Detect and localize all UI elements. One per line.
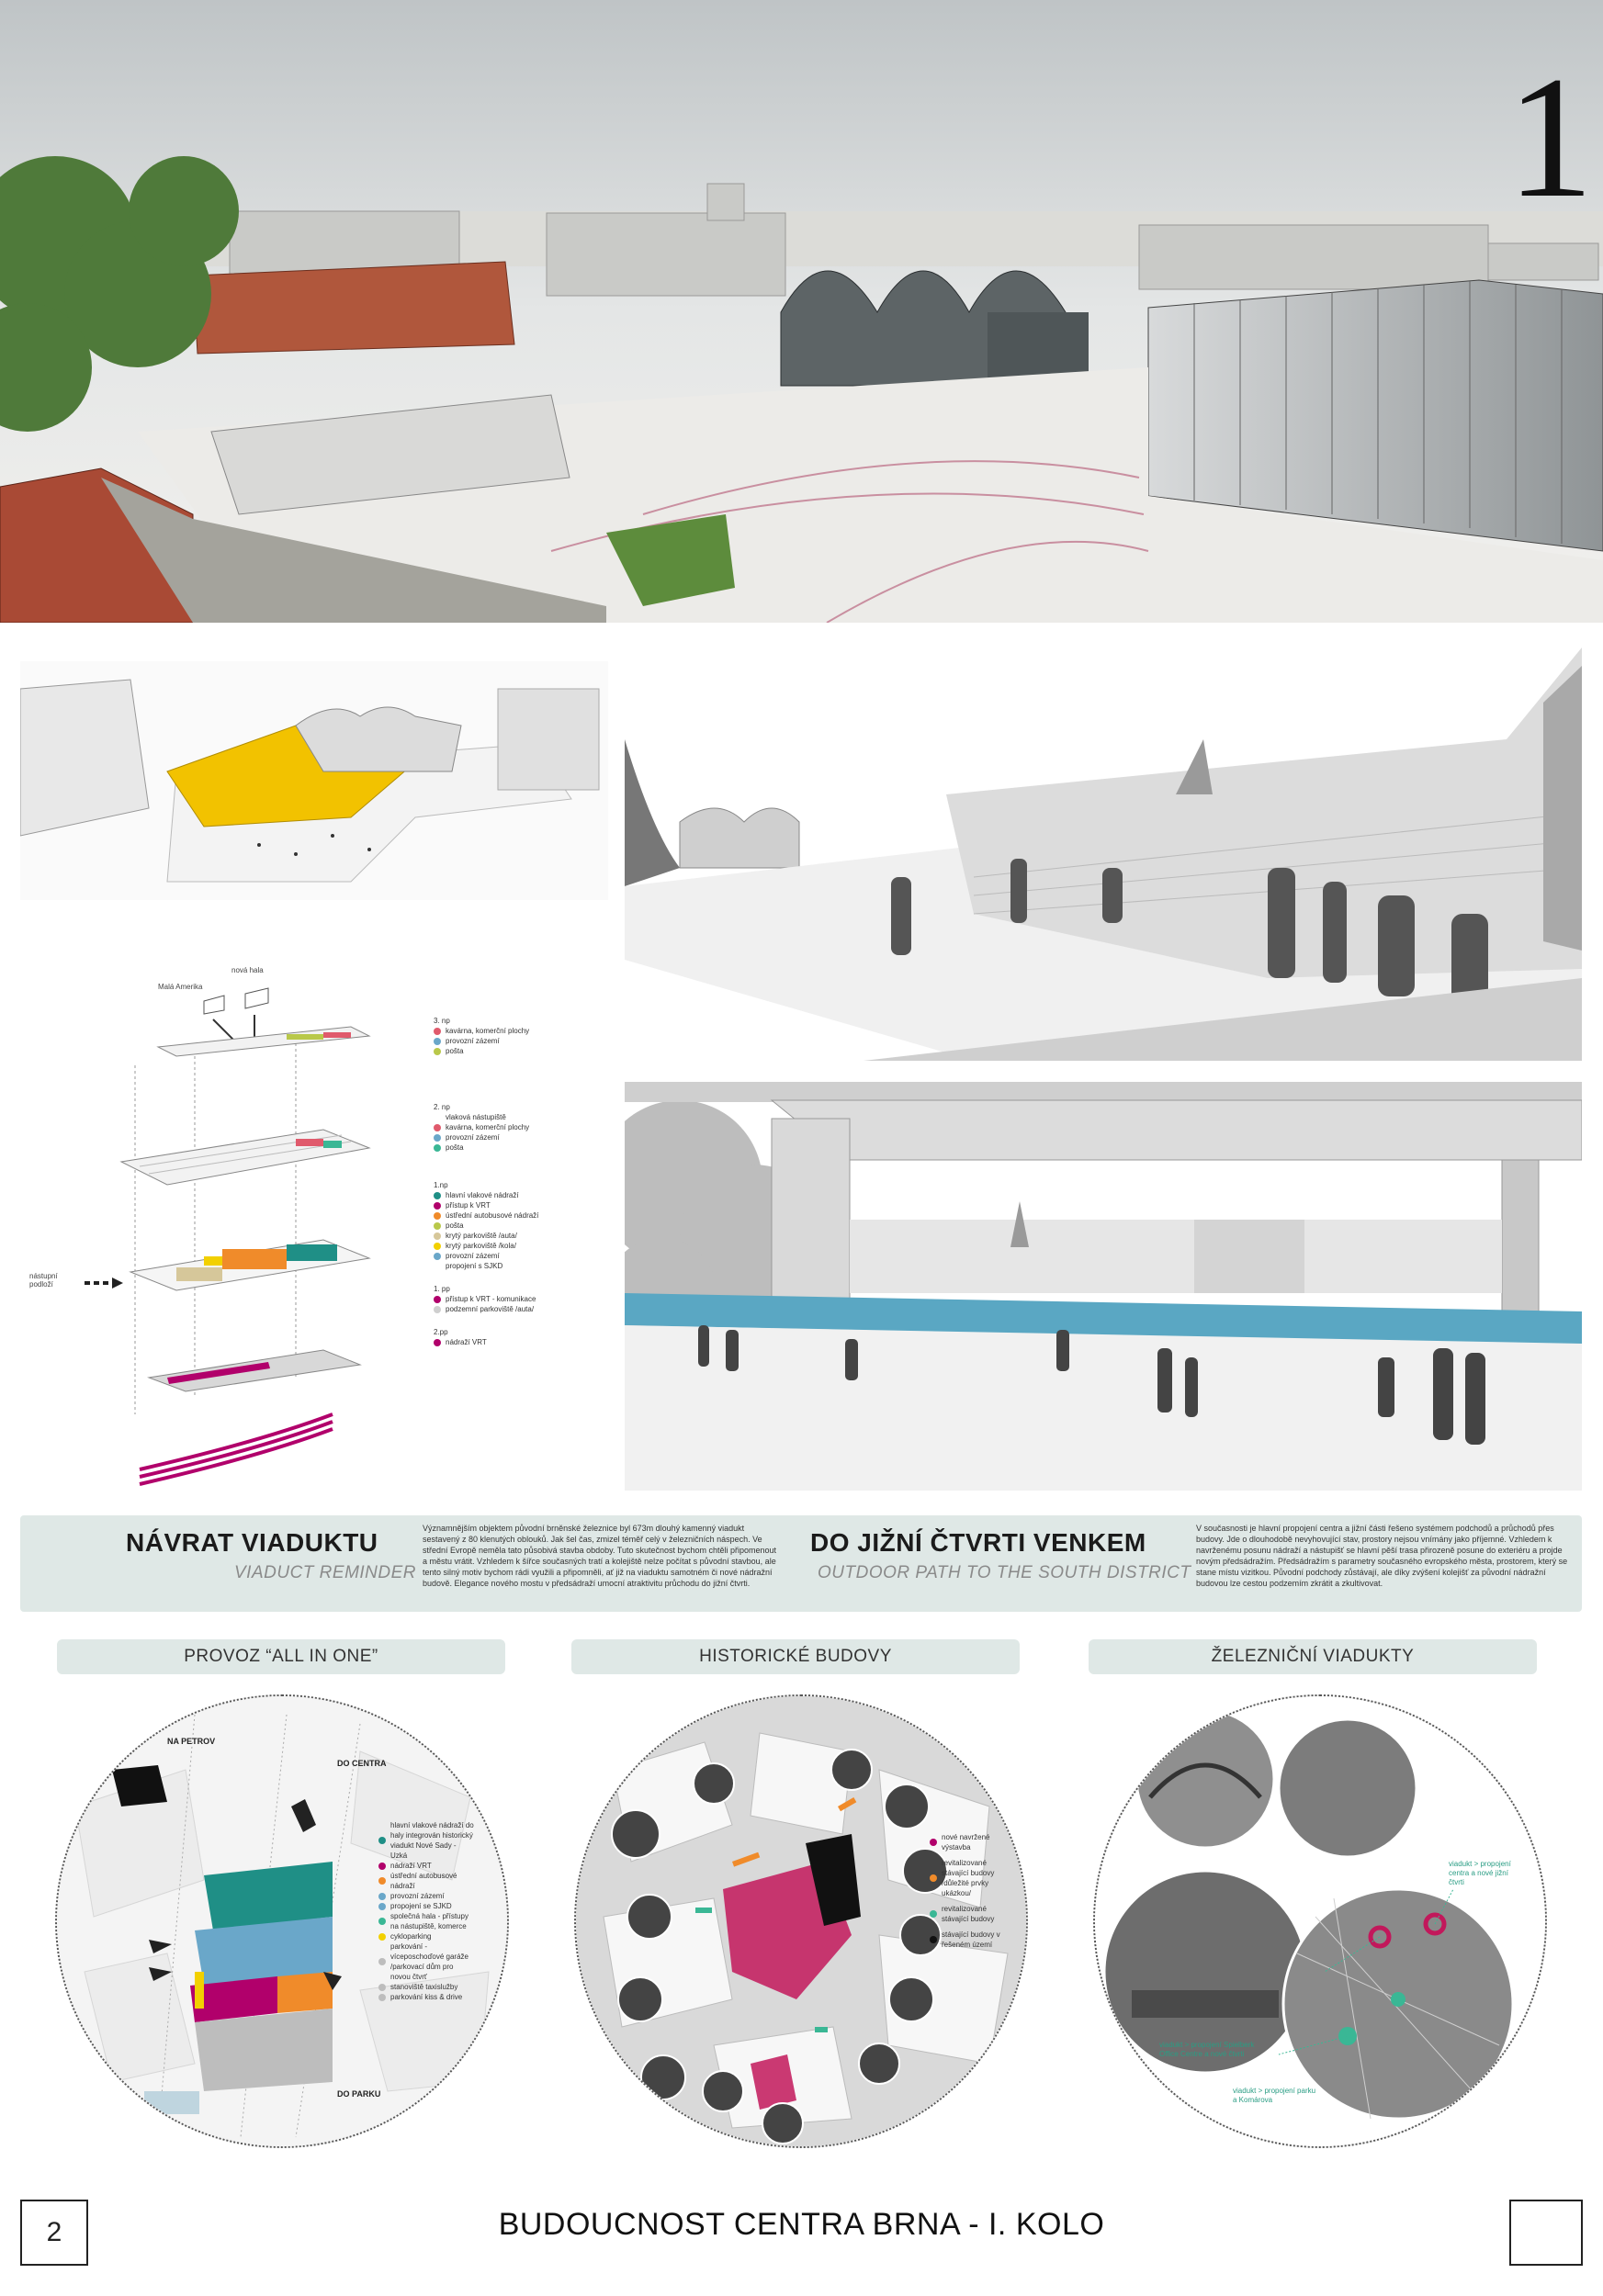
south-path-title: DO JIŽNÍ ČTVRTI VENKEM [810,1528,1146,1557]
legend-item [378,1871,475,1891]
legend-swatch [434,1048,441,1055]
legend-swatch [434,1134,441,1142]
map1-legend [378,1820,475,2002]
legend-item [434,1132,608,1142]
label-na-petrov: NA PETROV [167,1737,216,1746]
legend-level-title: 2.pp [434,1328,448,1336]
water-plaza-perspective [625,1082,1582,1491]
legend-item [434,1251,608,1261]
legend-label: stanoviště taxislužby [390,1983,458,1991]
legend-item [434,1294,608,1304]
south-path-paragraph: V současnosti je hlavní propojení centra a jižní části řešeno systémem podchodů a průchodů přes budovy. Jde o dlouhodobě nevyhovující stav, prostory nejsou vnímány jako příjemné. Vzhledem k navrženému posunu nádraží a nástupišť se hlavní pěší trasa přirozeně posune do exteriéru a projde novým předsádražím. Předsádražím s parametry současného evropského města, prostorem, který se stane místu vizitkou. Původní podchody zůstávají, ale díky zvýšení kolejišť za původní nádražní budovou lze cestou podzemím zkrátit a zkultivovat. [1196,1524,1568,1588]
legend-label: ústřední autobusové nádraží [390,1872,457,1890]
legend-item [378,1992,475,2002]
legend-item [930,1930,1012,1950]
legend-level-2pp [434,1327,608,1347]
pill-provoz: PROVOZ “ALL IN ONE” [57,1639,505,1674]
legend-swatch [930,1936,937,1943]
legend-item [434,1210,608,1221]
legend-swatch [434,1243,441,1250]
legend-level-1pp [434,1284,608,1314]
legend-item [378,1931,475,1941]
legend-item [434,1261,608,1271]
legend-label: vlaková nástupiště [446,1113,506,1121]
legend-swatch [434,1038,441,1045]
legend-item [434,1112,608,1122]
legend-label: revitalizované stávající budovy [942,1905,995,1923]
legend-swatch [930,1910,937,1918]
legend-swatch [378,1918,386,1925]
stair-plaza-perspective [625,647,1582,1061]
legend-swatch [434,1306,441,1313]
legend-item [378,1861,475,1871]
legend-label: ústřední autobusové nádraží [446,1211,539,1220]
legend-label: kavárna, komerční plochy [446,1123,530,1131]
viaduct-paragraph: Významnějším objektem původní brněnské železnice byl 673m dlouhý kamenný viadukt sestavený z 80 klenutých oblouků. Jak šel čas, zmizel téměř celý v železničních náspech. Ve střední Evropě neměla tato působivá stavba obdoby. Tuto skutečnost bychom chtěli připomenout a městu vrátit. Vzhledem k šířce současných tratí a kolejiště nelze počítat s původní stavbou, ale tento silný motiv bychom rádi využili a připomněli, ať již na viaduktu samotném či nové nádražní budově. Elegance nového mostu v předsádraží umocní atraktivitu průchodu do jižní čtvrti. [423,1524,777,1588]
legend-label: nádraží VRT [390,1862,432,1870]
legend-swatch [434,1253,441,1260]
legend-level-1np [434,1180,608,1271]
viaduct-label-center: viadukt > propojení centra a nové jižní čtvrti [1449,1860,1511,1886]
legend-swatch [434,1114,441,1121]
legend-swatch [434,1192,441,1199]
legend-item [434,1241,608,1251]
legend-label: přístup k VRT [446,1201,491,1210]
legend-item [378,1941,475,1982]
legend-item [434,1036,608,1046]
legend-item [930,1904,1012,1924]
legend-level-title: 1. pp [434,1285,450,1293]
legend-item [378,1891,475,1901]
legend-swatch [930,1839,937,1846]
legend-swatch [434,1144,441,1152]
legend-label: parkování - víceposchoďové garáže /parkovací dům pro novou čtvrť [390,1942,468,1981]
legend-label: nové navržené výstavba [942,1833,990,1851]
legend-swatch [434,1263,441,1270]
legend-swatch [378,1984,386,1991]
legend-label: cykloparking [390,1932,432,1941]
map2-legend [930,1832,1012,1950]
legend-label: společná hala - přístupy na nástupiště, komerce [390,1912,468,1930]
map-provoz-circle [55,1694,509,2148]
legend-swatch [434,1222,441,1230]
legend-level-3np [434,1016,608,1056]
viaduct-label-spielberk: viadukt > propojení Spielberk Office Centre a nové čtvrti [1159,2041,1255,2058]
legend-label: krytý parkoviště /auta/ [446,1232,517,1240]
legend-swatch [378,1893,386,1900]
pill-zeleznicni-viadukty: ŽELEZNIČNÍ VIADUKTY [1089,1639,1537,1674]
legend-label: propojení s SJKD [446,1262,503,1270]
legend-label: pošta [446,1047,464,1055]
legend-item [434,1026,608,1036]
description-band [20,1515,1582,1612]
legend-item [434,1231,608,1241]
label-entrance-underpass: nástupní podloží [29,1272,58,1289]
viaduct-label-park: viadukt > propojení parku a Komárova [1233,2087,1316,2104]
legend-label: kavárna, komerční plochy [446,1027,530,1035]
legend-swatch [378,1877,386,1885]
hero-perspective-rendering [0,0,1603,623]
legend-swatch [434,1212,441,1220]
legend-item [378,1911,475,1931]
legend-item [434,1337,608,1347]
legend-swatch [378,1863,386,1870]
map-railway-viaducts-circle [1093,1694,1547,2148]
legend-swatch [378,1933,386,1941]
legend-item [930,1832,1012,1852]
legend-item [434,1122,608,1132]
pill-historicke-budovy: HISTORICKÉ BUDOVY [571,1639,1020,1674]
station-axonometric-view [20,661,608,900]
legend-swatch [434,1028,441,1035]
blank-code-box [1509,2200,1583,2266]
legend-label: propojení se SJKD [390,1902,452,1910]
legend-item [434,1304,608,1314]
sheet-number: 1 [1507,41,1594,234]
legend-label: parkování kiss & drive [390,1993,463,2001]
legend-label: provozní zázemí [446,1037,500,1045]
label-do-parku: DO PARKU [337,2089,381,2099]
legend-level-title: 3. np [434,1017,450,1025]
legend-label: nádraží VRT [446,1338,487,1346]
legend-label: provozní zázemí [446,1252,500,1260]
label-mala-amerika: Malá Amerika [158,983,203,991]
legend-item [378,1982,475,1992]
legend-swatch [378,1958,386,1965]
legend-label: hlavní vlakové nádraží do haly integrován historický viadukt Nové Sady - Uzká [390,1821,474,1860]
legend-item [434,1200,608,1210]
legend-level-title: 1.np [434,1181,448,1189]
legend-item [434,1221,608,1231]
legend-swatch [378,1994,386,2001]
legend-swatch [434,1232,441,1240]
legend-item [930,1858,1012,1898]
legend-level-2np [434,1102,608,1153]
legend-label: stávající budovy v řešeném území [942,1930,1000,1949]
legend-item [378,1901,475,1911]
legend-item [434,1190,608,1200]
exploded-legend [434,1010,608,1347]
legend-label: krytý parkoviště /kola/ [446,1242,516,1250]
legend-label: revitalizované stávající budovy /důležité prvky ukázkou/ [942,1859,995,1897]
legend-label: hlavní vlakové nádraží [446,1191,519,1199]
map-historic-buildings-circle [574,1694,1028,2148]
footer-title: BUDOUCNOST CENTRA BRNA - I. KOLO [498,2207,1105,2242]
south-path-subtitle: OUTDOOR PATH TO THE SOUTH DISTRICT [818,1563,1191,1582]
label-do-centra: DO CENTRA [337,1759,387,1768]
legend-item [378,1820,475,1861]
viaduct-title: NÁVRAT VIADUKTU [126,1528,378,1557]
legend-swatch [378,1903,386,1910]
legend-swatch [434,1339,441,1346]
legend-swatch [434,1202,441,1210]
legend-level-title: 2. np [434,1103,450,1111]
legend-label: podzemní parkoviště /auta/ [446,1305,535,1313]
legend-item [434,1046,608,1056]
legend-swatch [434,1296,441,1303]
exploded-floor-diagram [20,918,608,1488]
legend-swatch [378,1837,386,1844]
legend-swatch [930,1874,937,1882]
viaduct-subtitle: VIADUCT REMINDER [234,1563,417,1582]
legend-label: provozní zázemí [446,1133,500,1142]
legend-label: pošta [446,1221,464,1230]
page-number: 2 [46,2217,62,2247]
legend-label: přístup k VRT - komunikace [446,1295,536,1303]
legend-swatch [434,1124,441,1131]
label-nova-hala: nová hala [231,966,264,974]
legend-label: provozní zázemí [390,1892,445,1900]
legend-item [434,1142,608,1153]
legend-label: pošta [446,1143,464,1152]
